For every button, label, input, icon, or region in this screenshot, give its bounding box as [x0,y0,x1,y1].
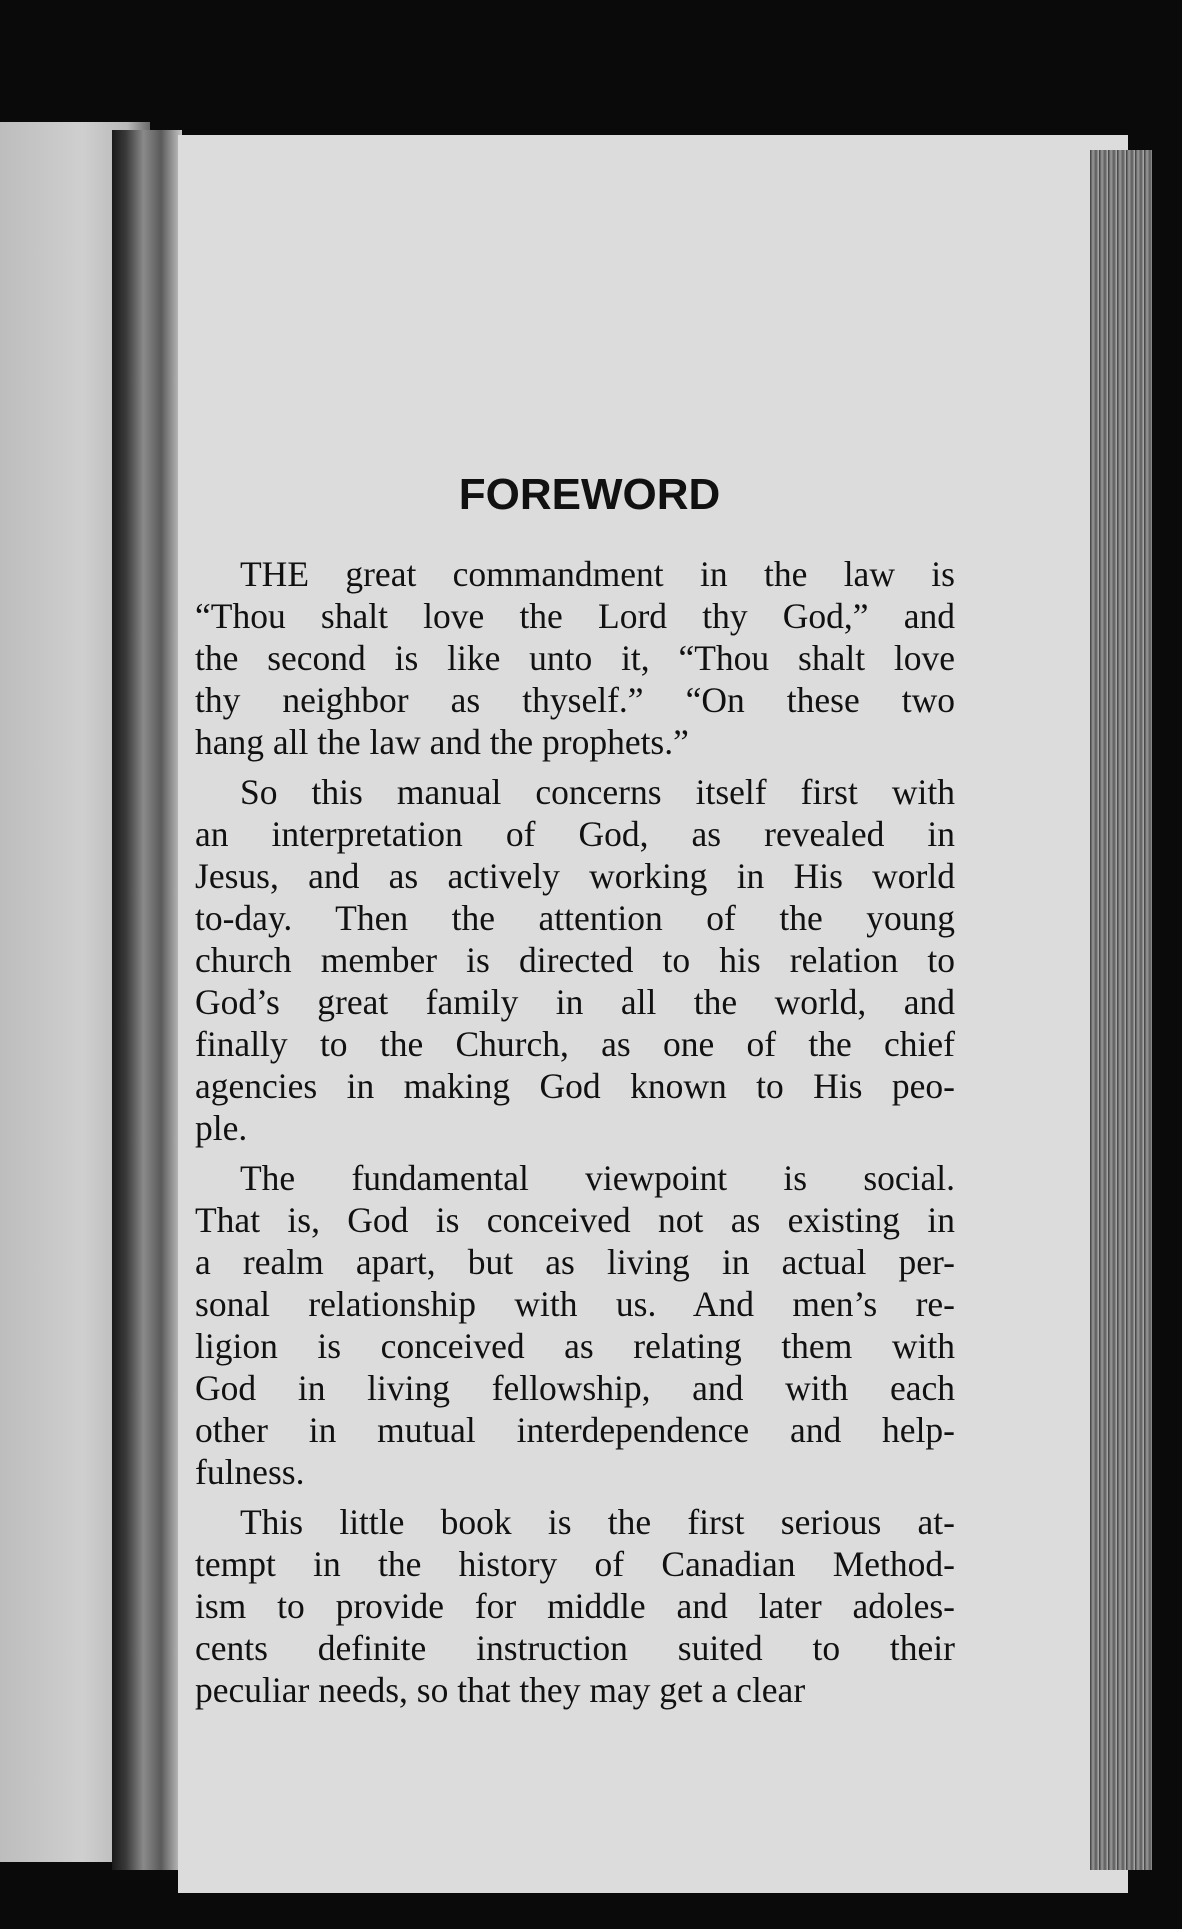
paragraph [195,771,955,1149]
text-line: hang all the law and the prophets.” [195,722,689,762]
text-line: tempt in the history of Canadian Method- [195,1544,955,1584]
text-line: church member is directed to his relation to [195,940,955,980]
text-line: The fundamental viewpoint is social. [240,1158,955,1198]
page-stack-edge [1090,150,1152,1870]
text-line: ple. [195,1108,248,1148]
text-line: thy neighbor as thyself.” “On these two [195,680,955,720]
text-line: God in living fellowship, and with each [195,1368,955,1408]
text-line: God’s great family in all the world, and [195,982,955,1022]
text-line: “Thou shalt love the Lord thy God,” and [195,596,955,636]
book-spine [112,130,182,1870]
text-line: cents definite instruction suited to their [195,1628,955,1668]
text-line: peculiar needs, so that they may get a clear [195,1670,806,1710]
text-line: to-day. Then the attention of the young [195,898,955,938]
text-line: So this manual concerns itself first with [240,772,955,812]
text-line: Jesus, and as actively working in His world [195,856,955,896]
text-line: a realm apart, but as living in actual per- [195,1242,955,1282]
text-line: ism to provide for middle and later adoles- [195,1586,955,1626]
text-line: the second is like unto it, “Thou shalt love [195,638,955,678]
text-line: finally to the Church, as one of the chief [195,1024,955,1064]
text-line: THE great commandment in the law is [240,554,955,594]
paragraph [195,1501,955,1711]
text-line: This little book is the first serious at- [240,1502,955,1542]
text-line: sonal relationship with us. And men’s re- [195,1284,955,1324]
text-line: other in mutual interdependence and help- [195,1410,955,1450]
text-line: fulness. [195,1452,305,1492]
paragraph [195,1157,955,1493]
text-line: an interpretation of God, as revealed in [195,814,955,854]
text-line: agencies in making God known to His peo- [195,1066,955,1106]
text-line: ligion is conceived as relating them with [195,1326,955,1366]
page-heading: FOREWORD [458,470,721,519]
paragraph [195,553,955,763]
text-line: That is, God is conceived not as existing in [195,1200,955,1240]
page-body [195,553,955,1719]
